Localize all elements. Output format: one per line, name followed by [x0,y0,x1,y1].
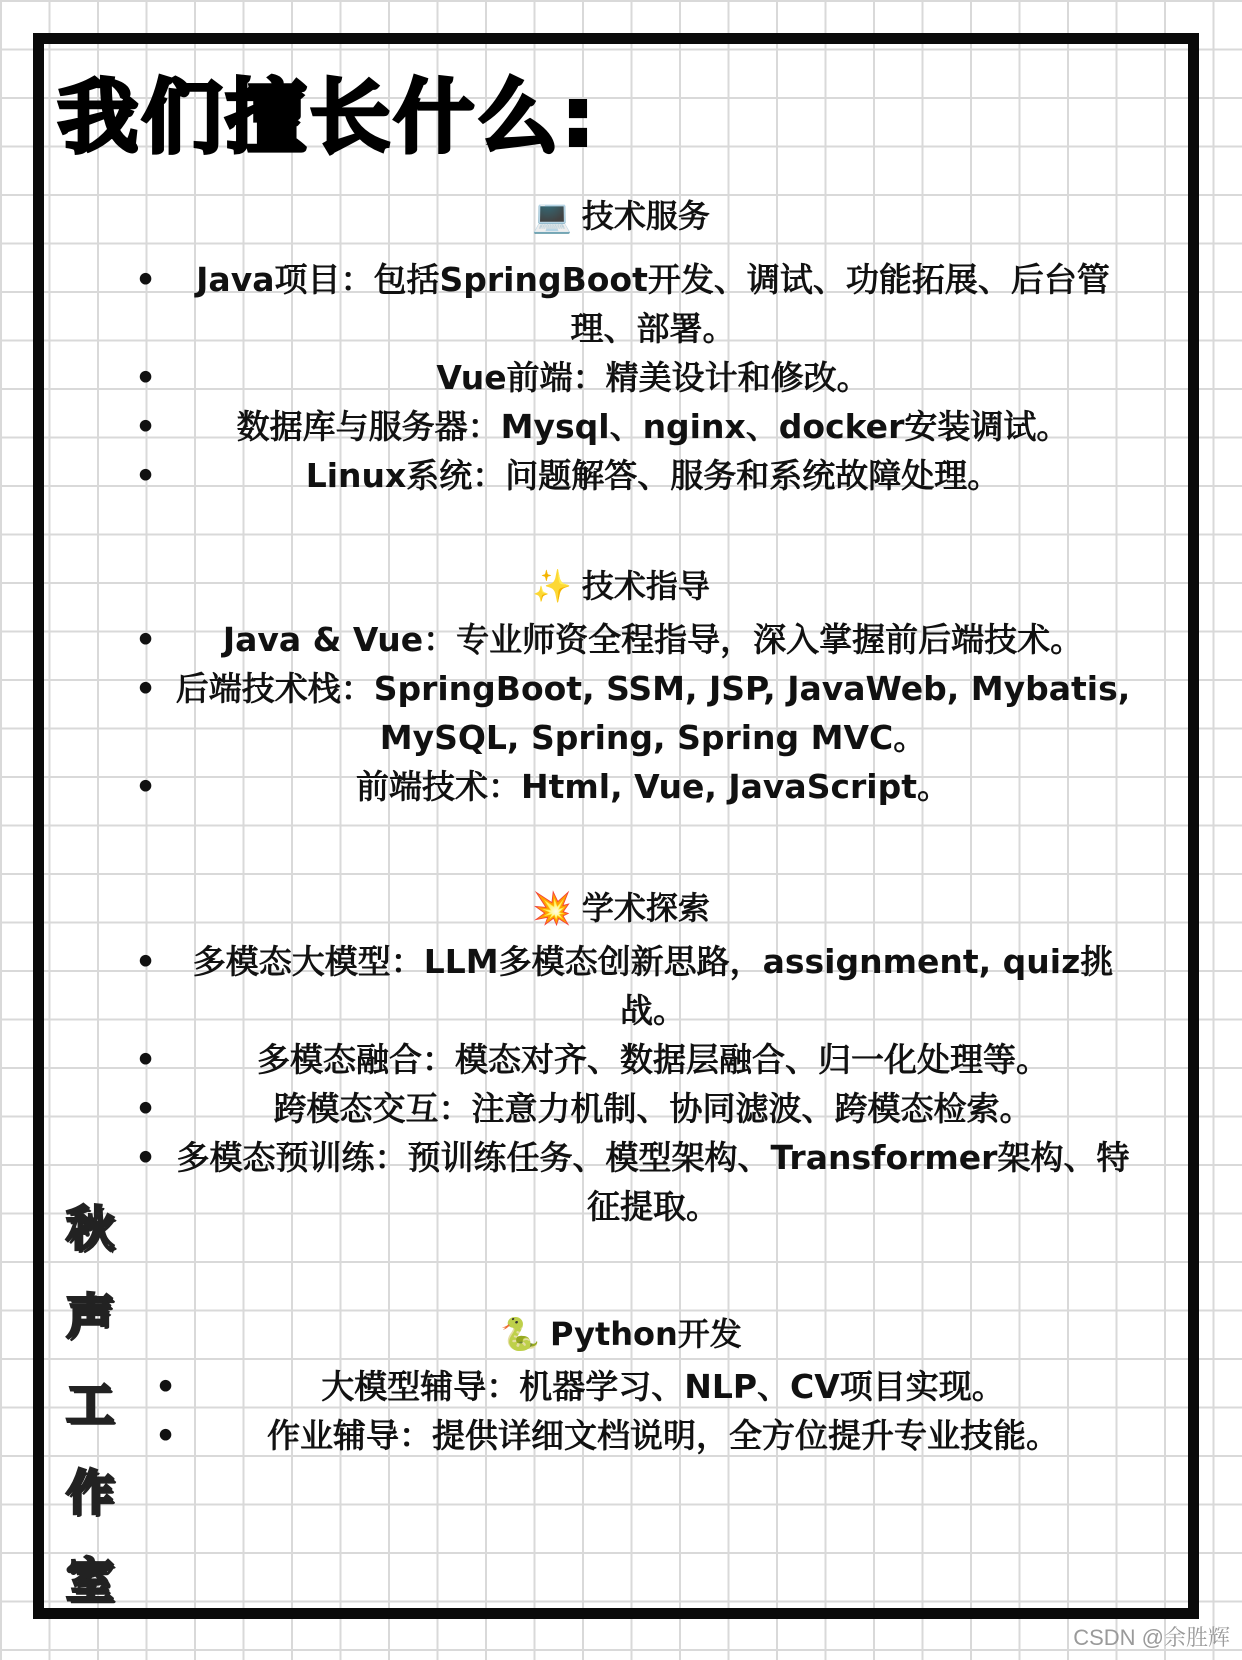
list-item: • 多模态大模型：LLM多模态创新思路，assignment, quiz挑战。 [135,937,1135,1035]
sparkles-icon: ✨ [532,567,572,605]
laptop-icon: 💻 [532,197,572,235]
studio-brand-vertical [62,1185,118,1625]
bullet-icon: • [135,1040,157,1079]
brand-char: 工 [65,1377,114,1433]
section-heading-tech-service [0,197,1242,235]
section-title: Python开发 [550,1315,742,1353]
list-item: • Java & Vue：专业师资全程指导，深入掌握前后端技术。 [135,615,1135,664]
list-item: • Linux系统：问题解答、服务和系统故障处理。 [135,451,1135,500]
bullet-icon: • [155,1416,177,1455]
snake-icon: 🐍 [500,1315,541,1353]
list-item: • 作业辅导：提供详细文档说明，全方位提升专业技能。 [155,1411,1135,1460]
bullet-icon: • [155,1367,177,1406]
brand-char: 室 [65,1553,114,1609]
brand-char: 声 [65,1289,114,1345]
section-title: 学术探索 [581,889,710,927]
csdn-watermark: CSDN @余胜辉 [1073,1625,1230,1650]
list-item: • 大模型辅导：机器学习、NLP、CV项目实现。 [155,1362,1135,1411]
list-item: • 多模态预训练：预训练任务、模型架构、Transformer架构、特征提取。 [135,1133,1135,1231]
bullet-icon: • [135,669,157,708]
section-heading-python [0,1315,1242,1353]
section-title: 技术服务 [581,197,710,235]
bullet-icon: • [135,1089,157,1128]
list-item: • Java项目：包括SpringBoot开发、调试、功能拓展、后台管理、部署。 [135,255,1135,353]
list-item: • 跨模态交互：注意力机制、协同滤波、跨模态检索。 [135,1084,1135,1133]
section-list-tech-service [135,255,1135,500]
bullet-icon: • [135,456,157,495]
section-list-tech-guidance [135,615,1135,811]
bullet-icon: • [135,358,157,397]
section-list-python [155,1362,1135,1460]
section-heading-tech-guidance [0,567,1242,605]
list-item: • 后端技术栈：SpringBoot, SSM, JSP, JavaWeb, Mybatis, MySQL, Spring, Spring MVC。 [135,664,1135,762]
list-item: • 多模态融合：模态对齐、数据层融合、归一化处理等。 [135,1035,1135,1084]
bullet-icon: • [135,942,157,981]
section-title: 技术指导 [581,567,710,605]
bullet-icon: • [135,1138,157,1177]
collision-icon: 💥 [532,889,572,927]
brand-char: 作 [65,1465,114,1521]
bullet-icon: • [135,767,157,806]
section-heading-academic [0,889,1242,927]
bullet-icon: • [135,260,157,299]
bullet-icon: • [135,620,157,659]
list-item: • 前端技术：Html, Vue, JavaScript。 [135,762,1135,811]
list-item: • 数据库与服务器：Mysql、nginx、docker安装调试。 [135,402,1135,451]
page-title: 我们擅长什么: [58,71,598,164]
list-item: • Vue前端：精美设计和修改。 [135,353,1135,402]
bullet-icon: • [135,407,157,446]
section-list-academic [135,937,1135,1231]
brand-char: 秋 [65,1201,114,1257]
